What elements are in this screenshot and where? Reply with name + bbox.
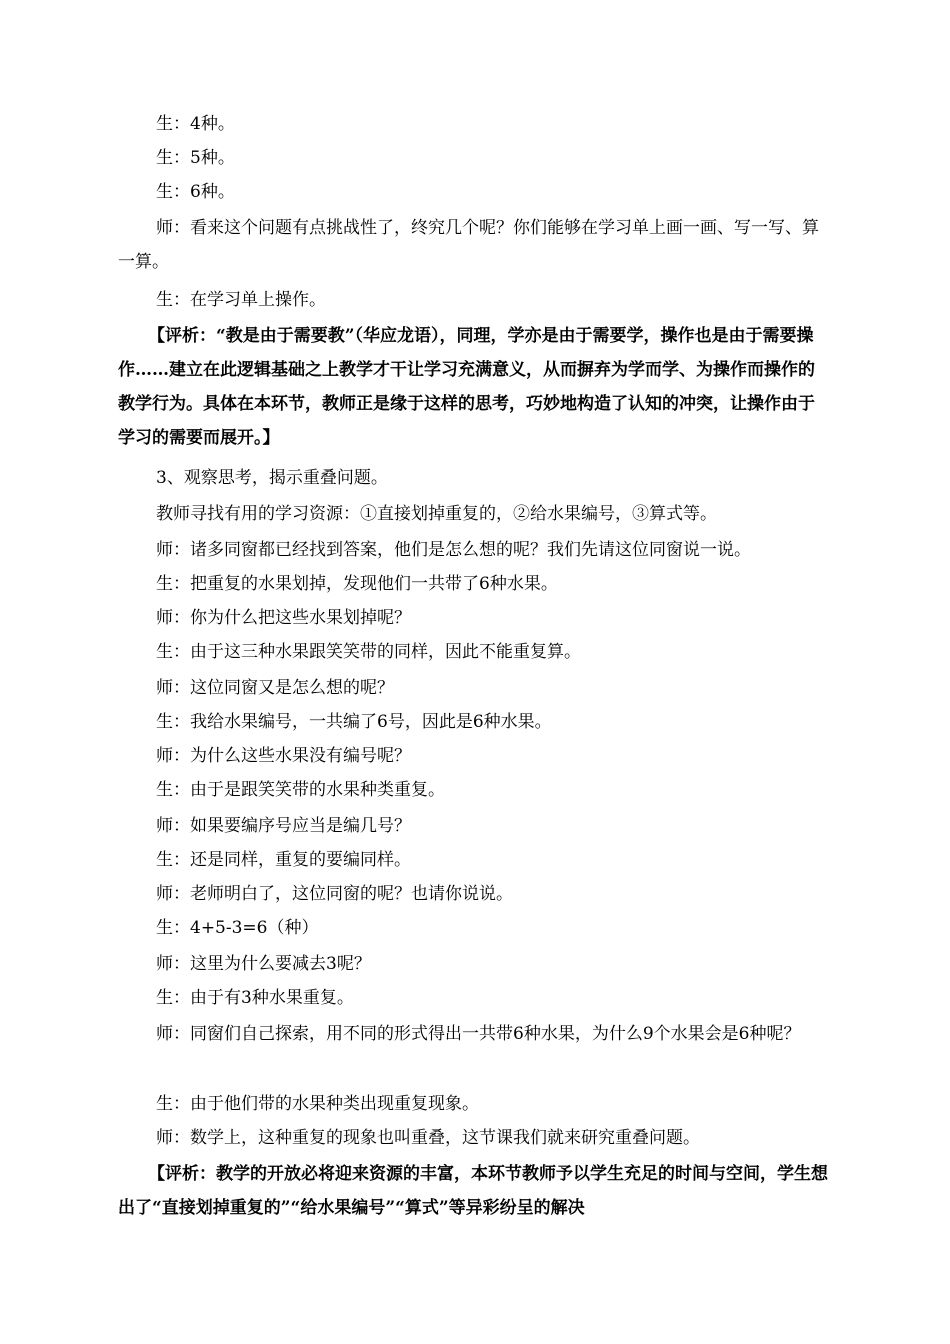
- paragraph: 生：由于是跟笑笑带的水果种类重复。: [156, 780, 445, 800]
- commentary-paragraph: 【评析：“教是由于需要教”（华应龙语），同理，学亦是由于需要学，操作也是由于需要操作……建立在此逻辑基础之上教学才干让学习充满意义，从而摒弃为学而学、为操作而操作的教学行为。具体在本环节，教师正是缘于这样的思考，巧妙地构造了认知的冲突，让操作由于学习的需要而展开。】: [118, 326, 815, 448]
- commentary-paragraph: 【评析：教学的开放必将迎来资源的丰富，本环节教师予以学生充足的时间与空间，学生想出了“直接划掉重复的”“给水果编号”“算式”等异彩纷呈的解决: [118, 1164, 828, 1218]
- paragraph: 生：还是同样，重复的要编同样。: [156, 850, 411, 870]
- paragraph: 师：为什么这些水果没有编号呢？: [156, 746, 411, 766]
- paragraph: 师：数学上，这种重复的现象也叫重叠，这节课我们就来研究重叠问题。: [156, 1128, 700, 1148]
- paragraph: 生：由于有3种水果重复。: [156, 988, 354, 1008]
- paragraph: 生：把重复的水果划掉，发现他们一共带了6种水果。: [156, 574, 558, 594]
- paragraph: 师：看来这个问题有点挑战性了，终究几个呢？你们能够在学习单上画一画、写一写、算一算。: [118, 218, 819, 272]
- paragraph: 师：这里为什么要减去3呢？: [156, 954, 371, 974]
- paragraph: 生：6种。: [156, 182, 235, 202]
- paragraph: 教师寻找有用的学习资源：①直接划掉重复的，②给水果编号，③算式等。: [156, 504, 717, 524]
- paragraph: 师：你为什么把这些水果划掉呢？: [156, 608, 411, 628]
- paragraph: 师：这位同窗又是怎么想的呢？: [156, 678, 394, 698]
- paragraph: 生：4种。: [156, 114, 235, 134]
- paragraph: 师：诸多同窗都已经找到答案，他们是怎么想的呢？我们先请这位同窗说一说。: [156, 540, 751, 560]
- section-heading: 3、观察思考，揭示重叠问题。: [156, 468, 388, 488]
- paragraph: 生：4+5-3=6（种）: [156, 918, 319, 938]
- paragraph: 师：同窗们自己探索，用不同的形式得出一共带6种水果，为什么9个水果会是6种呢？: [156, 1024, 801, 1044]
- paragraph: 生：我给水果编号，一共编了6号，因此是6种水果。: [156, 712, 552, 732]
- paragraph: 生：5种。: [156, 148, 235, 168]
- paragraph: 生：由于他们带的水果种类出现重复现象。: [156, 1094, 479, 1114]
- paragraph: 师：如果要编序号应当是编几号？: [156, 816, 411, 836]
- paragraph: 生：在学习单上操作。: [156, 290, 326, 310]
- paragraph: 生：由于这三种水果跟笑笑带的同样，因此不能重复算。: [156, 642, 581, 662]
- paragraph: 师：老师明白了，这位同窗的呢？也请你说说。: [156, 884, 513, 904]
